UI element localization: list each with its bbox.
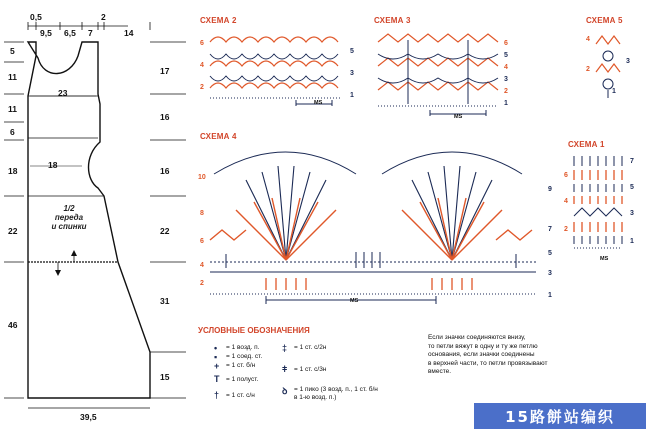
scheme-4-row-4: 4 (200, 262, 204, 269)
scheme-4-row-6: 6 (200, 238, 204, 245)
scheme-2-ms: MS (314, 100, 323, 106)
dim-right-17: 17 (160, 66, 170, 76)
scheme-4-title: СХЕМА 4 (200, 132, 237, 141)
dim-right-16b: 16 (160, 166, 170, 176)
dim-right-16a: 16 (160, 112, 170, 122)
dim-left-18: 18 (8, 166, 18, 176)
dim-top-2: 2 (101, 12, 106, 22)
dim-top-9-5: 9,5 (40, 28, 52, 38)
dim-left-6: 6 (10, 127, 15, 137)
dim-right-22: 22 (160, 226, 170, 236)
scheme-3-row-5: 5 (504, 52, 508, 59)
scheme-4-row-1: 1 (548, 292, 552, 299)
legend-title: УСЛОВНЫЕ ОБОЗНАЧЕНИЯ (198, 326, 310, 335)
legend-item-hdc: = 1 полуст. (226, 376, 259, 383)
treble-icon: ‡ (282, 343, 288, 353)
scheme-3-chart (374, 30, 504, 120)
scheme-1-row-2: 2 (564, 226, 568, 233)
dim-left-22: 22 (8, 226, 18, 236)
scheme-5-row-4: 4 (586, 36, 590, 43)
bottom-width-label: 39,5 (80, 412, 97, 422)
dim-left-5: 5 (10, 46, 15, 56)
scheme-5-chart (592, 32, 626, 100)
scheme-3-row-1: 1 (504, 100, 508, 107)
scheme-2-row-5: 5 (350, 48, 354, 55)
dim-right-31: 31 (160, 296, 170, 306)
scheme-2-row-1: 1 (350, 92, 354, 99)
scheme-3-row-4: 4 (504, 64, 508, 71)
double-crochet-icon: † (214, 390, 220, 400)
scheme-1-row-5: 5 (630, 184, 634, 191)
dim-right-15: 15 (160, 372, 170, 382)
scheme-2-row-3: 3 (350, 70, 354, 77)
scheme-3-ms: MS (454, 114, 463, 120)
legend-item-dtr: = 1 ст. с/3н (294, 366, 327, 373)
scheme-2-chart (206, 30, 356, 108)
scheme-4-chart (206, 140, 546, 308)
scheme-5-title: СХЕМА 5 (586, 16, 623, 25)
pattern-center-label: 1/2 переда и спинки (51, 204, 87, 231)
dim-left-11a: 11 (8, 72, 17, 82)
dim-top-0-5: 0,5 (30, 12, 42, 22)
scheme-1-row-3: 3 (630, 210, 634, 217)
width-23-label: 23 (58, 88, 68, 98)
legend-item-picot: = 1 пико (3 возд. п., 1 ст. б/н (294, 386, 378, 393)
scheme-4-row-7: 7 (548, 226, 552, 233)
scheme-2-row-2: 2 (200, 84, 204, 91)
scheme-3-row-2: 2 (504, 88, 508, 95)
chain-icon: • (214, 343, 218, 353)
legend-item-sc: = 1 ст. б/н (226, 362, 256, 369)
scheme-1-row-4: 4 (564, 198, 568, 205)
scheme-2-row-6: 6 (200, 40, 204, 47)
legend-item-tr: = 1 ст. с/2н (294, 344, 327, 351)
scheme-3-title: СХЕМА 3 (374, 16, 411, 25)
picot-icon: ꝺ (282, 386, 288, 396)
legend-item-chain: = 1 возд. п. (226, 344, 260, 351)
scheme-4-row-8: 8 (200, 210, 204, 217)
scheme-2-title: СХЕМА 2 (200, 16, 237, 25)
legend-item-slip: = 1 соед. ст. (226, 353, 263, 360)
scheme-4-row-9: 9 (548, 186, 552, 193)
legend-item-picot-cont: в 1-ю возд. п.) (294, 394, 337, 401)
half-double-icon: T (214, 374, 220, 384)
scheme-1-row-7: 7 (630, 158, 634, 165)
scheme-1-row-6: 6 (564, 172, 568, 179)
single-crochet-icon: + (214, 361, 220, 371)
scheme-1-title: СХЕМА 1 (568, 140, 605, 149)
scheme-3-row-6: 6 (504, 40, 508, 47)
legend-item-dc: = 1 ст. с/н (226, 392, 255, 399)
pattern-outline (0, 0, 190, 432)
scheme-1-chart (570, 152, 628, 256)
dim-top-7: 7 (88, 28, 93, 38)
watermark: 15路餅站编织 (474, 403, 646, 429)
scheme-5-row-2: 2 (586, 66, 590, 73)
legend-note: Если значки соединяются внизу, то петли вяжут в одну и ту же петлю основания, если значки соединены в верхней части, то петли провязывают вместе. (428, 334, 548, 375)
dim-top-14: 14 (124, 28, 134, 38)
scheme-4-row-2: 2 (200, 280, 204, 287)
scheme-4-ms: MS (350, 298, 359, 304)
scheme-1-row-1: 1 (630, 238, 634, 245)
scheme-5-row-1: 1 (612, 88, 616, 95)
scheme-4-row-5: 5 (548, 250, 552, 257)
scheme-4-row-3: 3 (548, 270, 552, 277)
slip-stitch-icon: ▪ (214, 352, 218, 362)
dim-top-6-5: 6,5 (64, 28, 76, 38)
double-treble-icon: ǂ (282, 364, 288, 374)
scheme-3-row-3: 3 (504, 76, 508, 83)
width-18-label: 18 (48, 160, 58, 170)
scheme-1-ms: MS (600, 256, 609, 262)
dim-left-11b: 11 (8, 104, 17, 114)
dim-left-46: 46 (8, 320, 18, 330)
scheme-4-row-10: 10 (198, 174, 206, 181)
scheme-5-row-3: 3 (626, 58, 630, 65)
scheme-2-row-4: 4 (200, 62, 204, 69)
